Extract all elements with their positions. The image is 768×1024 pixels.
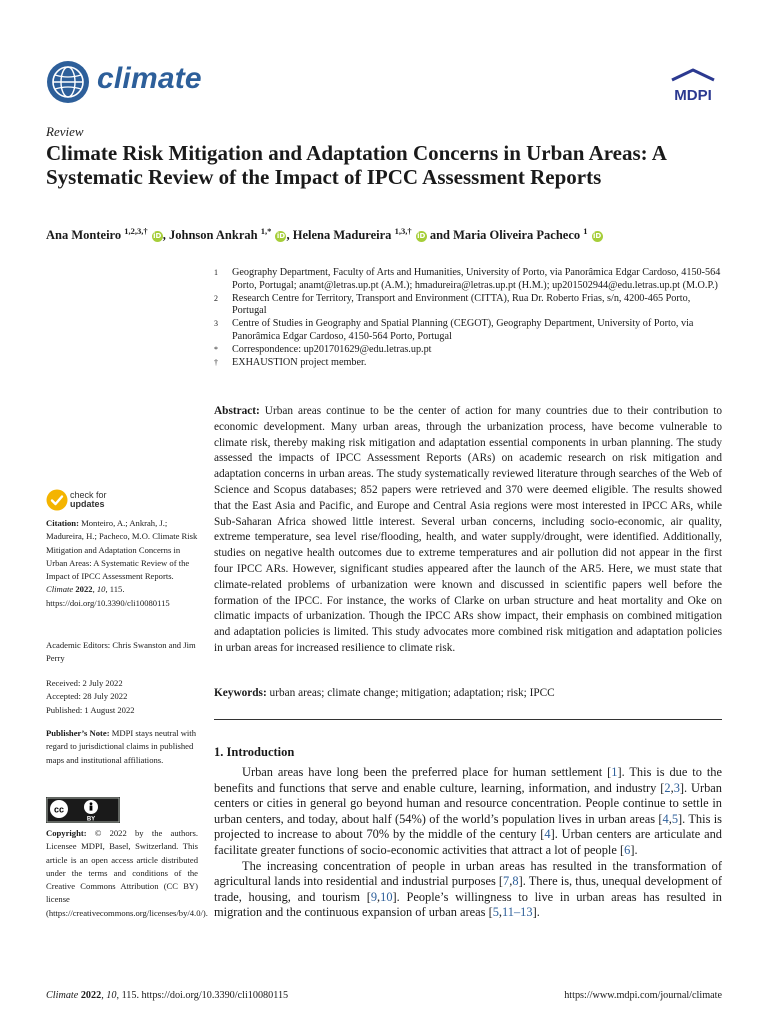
affiliation-item [214, 318, 726, 344]
citation-ref-link[interactable]: 9 [370, 889, 378, 904]
author-name: Ana Monteiro [46, 228, 122, 243]
citation-ref-link[interactable]: 5 [671, 811, 679, 826]
citation-ref-link[interactable]: 10 [380, 889, 393, 904]
citation-ref-link[interactable]: 8 [512, 874, 519, 889]
journal-name: climate [97, 62, 202, 95]
footer-volume: 10 [106, 990, 117, 1001]
author-affiliation-marks: 1,* [260, 226, 272, 236]
abstract [214, 404, 722, 657]
author-name: Helena Madureira [292, 228, 392, 243]
footer-doi-link[interactable]: , 115. https://doi.org/10.3390/cli10080115 [116, 990, 289, 1001]
introduction-paragraph: Urban areas have long been the preferred place for human settlement [1]. This is due to the benefits and functions that serve and enable culture, learning, information, and industry [2,3]. Urban centers or cities in general go beyond human and resource concentration. People continue to settle in urban centers, and today, about half (54%) of the world’s population lives in urban areas [4,5]. This is projected to increase to about 70% by the middle of the century [4]. Urban centers are articulate and facilitate greater functions of socio-economic activities that attract a lot of people [6]. [214, 765, 722, 857]
correspondence-email[interactable]: Correspondence: up201701629@edu.letras.up.pt [232, 343, 432, 355]
orcid-icon[interactable]: iD [593, 232, 602, 241]
svg-text:cc: cc [53, 804, 65, 815]
introduction-body [214, 765, 722, 921]
citation-block: Citation: Monteiro, A.; Ankrah, J.; Madureira, H.; Pacheco, M.O. Climate Risk Mitigation and Adaptation Concerns in Urban Areas: A Systematic Review of the Impact of IPCC Assessment Reports. Climate 2022, 10, 115. https://doi.org/10.3390/cli10080115 [46, 518, 198, 608]
author-affiliation-marks: 1 [583, 226, 588, 236]
affiliation-mark: * [214, 344, 218, 354]
affiliation-text: EXHAUSTION project member. [232, 356, 367, 368]
footer-journal: Climate [46, 990, 79, 1001]
author-list [46, 226, 603, 243]
citation-ref-link[interactable]: 1 [611, 765, 618, 779]
author-separator: , [162, 228, 166, 243]
received-date: Received: 2 July 2022 [46, 678, 123, 688]
orcid-icon[interactable]: iD [417, 232, 426, 241]
footer-citation: Climate 2022, 10, 115. https://doi.org/10.3390/cli10080115 [46, 990, 289, 1001]
author-affiliation-marks: 1,2,3,† [124, 226, 148, 236]
abstract-text: Urban areas continue to be the center of action for many countries due to their contribution to economic development. Many urban areas, through the urbanization process, have become vulnerable to climate risk, thereby making risk mitigation and adaptation essential components in urban planning. The study assessed the impacts of IPCC Assessment Reports (ARs) on academic research on risk mitigation and adaptation concerns in urban areas. The study systematically reviewed literature through searches of the Web of Science and Scopus databases; 852 papers were retrieved and 370 were deemed eligible. The results showed that the East Asia and Pacific, and Europe and Central Asia regions were most interested in IPCC ARs, while Sub-Saharan Africa showed little interest. Several urban concerns, including socio-economic, air quality, extreme temperature, sea level rise/flooding, health, and water supply/drought, were identified. Additionally, studies on negative health outcomes due to extreme temperatures and air pollution did not appear in the first four IPCC ARs. However, significant studies appeared after the launch of the AR5. Here, we must state that climate-related problems of urbanization were known and discussed in scientific papers well before the formation of the IPCC. For instance, the works of Clarke on urban structure and heat mortality and Oke on climatic impacts of urbanization. Though the IPCC ARs show impact, their emphasis on combined mitigation and adaptation policies is limited. This study advocates more combined risk mitigation and adaptation policies in urban areas for increased resilience to climate risk. [214, 405, 722, 654]
publisher-note-text: MDPI stays neutral with regard to jurisdictional claims in published maps and institutional affiliations. [46, 728, 196, 765]
keywords [214, 686, 722, 702]
published-date: Published: 1 August 2022 [46, 704, 135, 715]
footer-journal-url[interactable]: https://www.mdpi.com/journal/climate [564, 990, 722, 1001]
keywords-label: Keywords: [214, 687, 267, 699]
accepted-date: Accepted: 28 July 2022 [46, 691, 128, 702]
affiliation-item [214, 267, 726, 293]
check-for-updates-icon[interactable] [46, 489, 68, 511]
affiliation-mark: 1 [214, 268, 218, 277]
citation-ref-link[interactable]: 7 [503, 874, 510, 889]
abstract-label: Abstract: [214, 405, 260, 417]
citation-ref-link[interactable]: 4 [544, 827, 551, 842]
citation-ref-link[interactable]: 2 [664, 780, 671, 795]
affiliation-text: Research Centre for Territory, Transport and Environment (CITTA), Rua Dr. Roberto Frias, s/n, 4200-465 Porto, Portugal [232, 292, 691, 317]
keywords-text: urban areas; climate change; mitigation; adaptation; risk; IPCC [269, 687, 555, 699]
journal-globe-logo-icon [46, 60, 90, 104]
copyright-label: Copyright: [46, 828, 87, 838]
article-dates [46, 677, 198, 717]
affiliation-item [214, 357, 726, 370]
cc-by-license-icon[interactable] [46, 797, 120, 823]
publisher-note-label: Publisher’s Note: [46, 728, 110, 738]
author-affiliation-marks: 1,3,† [394, 226, 412, 236]
author-separator: and [429, 228, 450, 243]
citation-ref-link[interactable]: 6 [624, 842, 631, 857]
affiliation-item [214, 344, 726, 357]
author-name: Johnson Ankrah [169, 228, 258, 243]
affiliation-mark: † [214, 357, 218, 367]
affiliation-text: Geography Department, Faculty of Arts and Humanities, University of Porto, via Panorâmica Edgar Cardoso, 4150-564 Porto, Portugal; anamt@letras.up.pt (A.M.); hmadureira@letras.up.pt (H.M.); up201502944@edu.letras.up.pt (M.O.P.) [232, 267, 721, 291]
introduction-paragraph: The increasing concentration of people in urban areas has resulted in the transformation of agricultural lands into residential and industrial purposes [7,8]. There is, thus, unequal development of trade, housing, and tourism [9,10]. People’s willingness to live in urban areas has resulted in migration and the continuous expansion of urban areas [5,11–13]. [214, 858, 723, 920]
article-type: Review [46, 124, 84, 139]
affiliation-item [214, 293, 726, 319]
affiliation-mark: 3 [214, 319, 218, 329]
orcid-icon[interactable]: iD [276, 232, 286, 241]
citation-ref-link[interactable]: 5 [492, 905, 499, 920]
citation-ref-link[interactable]: 4 [662, 811, 669, 826]
affiliations [214, 267, 726, 369]
citation-ref-link[interactable]: 3 [673, 780, 680, 795]
citation-doi[interactable]: , 115. https://doi.org/10.3390/cli10080115 [46, 584, 170, 608]
check-for-updates-button[interactable] [70, 491, 107, 509]
academic-editors: Academic Editors: Chris Swanston and Jim Perry [46, 640, 196, 664]
affiliation-mark: 2 [214, 293, 218, 303]
check-line-1: check for [70, 490, 107, 500]
citation-label: Citation: [46, 518, 79, 528]
article-title: Climate Risk Mitigation and Adaptation Concerns in Urban Areas: A Systematic Review of the Impact of IPCC Assessment Reports [46, 141, 666, 189]
mdpi-logo-icon [666, 68, 720, 106]
orcid-icon[interactable]: iD [153, 232, 162, 241]
cc-label: BY [86, 816, 96, 823]
author-name: Maria Oliveira Pacheco [453, 228, 581, 243]
check-line-2: updates [70, 499, 105, 509]
author-separator: , [286, 228, 290, 243]
copyright-notice [46, 827, 208, 920]
citation-journal: Climate [46, 584, 74, 595]
citation-ref-link[interactable]: 11–13 [502, 905, 533, 920]
citation-text: Monteiro, A.; Ankrah, J.; Madureira, H.; Pacheco, M.O. Climate Risk Mitigation and Adaptation Concerns in Urban Areas: A Systematic Review of the Impact of IPCC Assessment Reports. [46, 518, 198, 582]
section-divider [214, 719, 722, 720]
citation-year: 2022 [75, 584, 93, 595]
section-heading: 1. Introduction [214, 745, 295, 759]
publisher-note [46, 727, 198, 767]
publisher-name: MDPI [674, 87, 712, 104]
footer-year: 2022 [80, 990, 102, 1001]
affiliation-text: Centre of Studies in Geography and Spatial Planning (CEGOT), Geography Department, University of Porto, via Panorâmica Edgar Cardoso, 4150-564 Porto, Portugal [232, 318, 694, 342]
citation-volume: 10 [96, 584, 106, 595]
copyright-text: © 2022 by the authors. Licensee MDPI, Basel, Switzerland. This article is an open access article distributed under the terms and conditions of the Creative Commons Attribution (CC BY) license (https://creativecommons.org/licenses/by/4.0/). [46, 828, 208, 918]
